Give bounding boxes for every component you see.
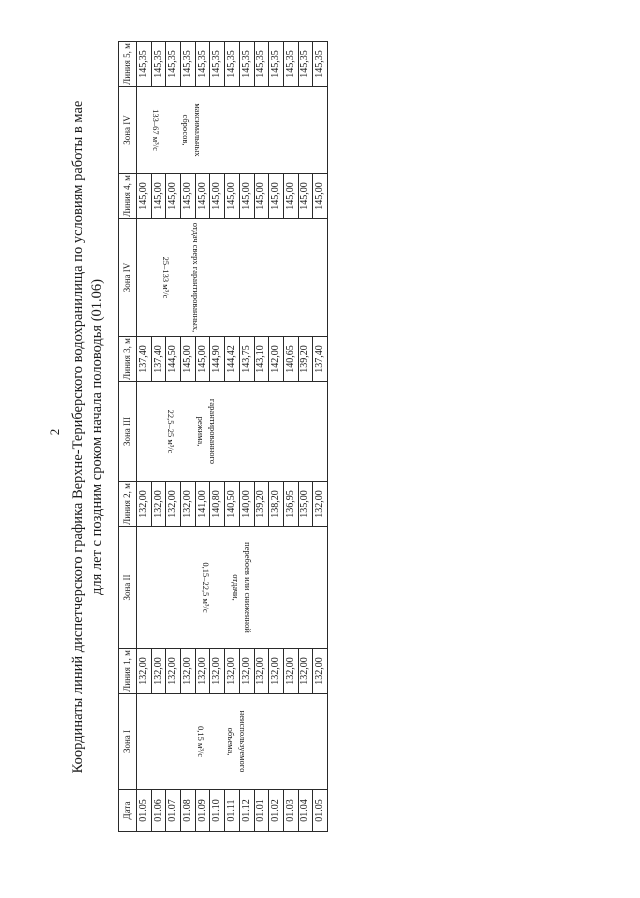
line-2-cell: 140,80	[210, 482, 225, 527]
line-3-cell: 142,00	[269, 337, 284, 382]
line-4-cell: 145,00	[313, 174, 328, 219]
date-cell: 01.03	[283, 790, 298, 832]
zone-5-text	[150, 89, 204, 171]
zone-2-text	[200, 529, 254, 646]
line-4-cell: 145,00	[269, 174, 284, 219]
line-3-cell: 137,40	[313, 337, 328, 382]
line-2-cell: 132,00	[166, 482, 181, 527]
line-1-cell: 132,00	[151, 649, 166, 694]
header-line-1: Линия 1, м	[119, 649, 137, 694]
dispatch-schedule-table	[118, 41, 328, 832]
header-zone-1: Зона I	[119, 694, 137, 790]
line-3-cell: 137,40	[137, 337, 152, 382]
line-3-cell: 144,50	[166, 337, 181, 382]
date-cell: 01.09	[195, 790, 210, 832]
line-2-cell: 132,00	[137, 482, 152, 527]
line-1-cell: 132,00	[137, 649, 152, 694]
page-number: 2	[47, 428, 62, 436]
line-1-cell: 132,00	[298, 649, 313, 694]
line-4-cell: 145,00	[181, 174, 196, 219]
line-2-cell: 135,00	[298, 482, 313, 527]
line-2-cell: 138,20	[269, 482, 284, 527]
line-1-cell: 132,00	[269, 649, 284, 694]
zone-flow-range: 0,15 м³/с	[196, 725, 206, 758]
zone-3-cell	[137, 382, 328, 482]
line-1-cell: 132,00	[283, 649, 298, 694]
line-5-cell: 145,35	[137, 42, 152, 87]
line-5-cell: 145,35	[195, 42, 210, 87]
zone-5-cell	[137, 87, 328, 174]
date-cell: 01.06	[151, 790, 166, 832]
date-cell: 01.10	[210, 790, 225, 832]
zone-description: максимальных сбросов,	[181, 103, 203, 157]
zone-flow-range: 0,15–22,5 м³/с	[201, 562, 211, 613]
title-line-2: для лет с поздним сроком начала половодья (01.06)	[89, 279, 105, 596]
header-zone-3: Зона III	[119, 382, 137, 482]
zone-description: отдач сверх гарантированных,	[191, 222, 201, 333]
line-2-cell: 132,00	[151, 482, 166, 527]
header-line-4: Линия 4, м	[119, 174, 137, 219]
date-cell: 01.11	[225, 790, 240, 832]
line-4-cell: 145,00	[239, 174, 254, 219]
line-5-cell: 145,35	[254, 42, 269, 87]
table-body	[137, 42, 328, 832]
line-1-cell: 132,00	[181, 649, 196, 694]
line-1-cell: 132,00	[239, 649, 254, 694]
header-zone-4: Зона IV	[119, 219, 137, 337]
line-5-cell: 145,35	[313, 42, 328, 87]
title-line-1: Координаты линий диспетчерского графика Верхне-Териберского водохранилища по условиям работы в мае	[70, 100, 86, 774]
line-1-cell: 132,00	[254, 649, 269, 694]
zone-4-cell	[137, 219, 328, 337]
line-5-cell: 145,35	[166, 42, 181, 87]
line-5-cell: 145,35	[225, 42, 240, 87]
zone-3-text	[165, 384, 219, 479]
header-line-5: Линия 5, м	[119, 42, 137, 87]
line-1-cell: 132,00	[313, 649, 328, 694]
line-5-cell: 145,35	[283, 42, 298, 87]
date-cell: 01.12	[239, 790, 254, 832]
line-4-cell: 145,00	[225, 174, 240, 219]
line-2-cell: 139,20	[254, 482, 269, 527]
line-2-cell: 140,00	[239, 482, 254, 527]
line-4-cell: 145,00	[166, 174, 181, 219]
date-cell: 01.08	[181, 790, 196, 832]
line-3-cell: 145,00	[195, 337, 210, 382]
line-3-cell: 145,00	[181, 337, 196, 382]
line-1-cell: 132,00	[225, 649, 240, 694]
document-title	[69, 42, 109, 832]
header-row	[119, 42, 137, 832]
line-5-cell: 145,35	[298, 42, 313, 87]
date-cell: 01.05	[137, 790, 152, 832]
line-3-cell: 143,75	[239, 337, 254, 382]
zone-1-cell	[137, 694, 328, 790]
date-cell: 01.04	[298, 790, 313, 832]
zone-1-text	[195, 696, 249, 787]
date-cell: 01.02	[269, 790, 284, 832]
date-cell: 01.05	[313, 790, 328, 832]
table-row	[137, 42, 152, 832]
zone-description: неиспользуемого объема,	[226, 710, 248, 773]
line-5-cell: 145,35	[239, 42, 254, 87]
line-4-cell: 145,00	[210, 174, 225, 219]
line-4-cell: 145,00	[254, 174, 269, 219]
line-4-cell: 145,00	[137, 174, 152, 219]
line-4-cell: 145,00	[283, 174, 298, 219]
header-line-3: Линия 3, м	[119, 337, 137, 382]
line-5-cell: 145,35	[151, 42, 166, 87]
line-2-cell: 141,00	[195, 482, 210, 527]
line-4-cell: 145,00	[298, 174, 313, 219]
line-3-cell: 140,65	[283, 337, 298, 382]
line-2-cell: 132,00	[181, 482, 196, 527]
zone-description: гарантированного режима,	[196, 398, 218, 465]
header-zone-5: Зона IV	[119, 87, 137, 174]
line-3-cell: 144,90	[210, 337, 225, 382]
line-3-cell: 144,42	[225, 337, 240, 382]
zone-4-text	[160, 221, 202, 334]
line-1-cell: 132,00	[195, 649, 210, 694]
zone-2-cell	[137, 527, 328, 649]
zone-description: перебоев или сниженной отдачи,	[231, 542, 253, 633]
header-date: Дата	[119, 790, 137, 832]
line-2-cell: 132,00	[313, 482, 328, 527]
line-2-cell: 140,50	[225, 482, 240, 527]
date-cell: 01.01	[254, 790, 269, 832]
line-5-cell: 145,35	[210, 42, 225, 87]
line-1-cell: 132,00	[166, 649, 181, 694]
zone-flow-range: 22,5–25 м³/с	[166, 409, 176, 454]
date-cell: 01.07	[166, 790, 181, 832]
line-4-cell: 145,00	[195, 174, 210, 219]
line-5-cell: 145,35	[181, 42, 196, 87]
line-4-cell: 145,00	[151, 174, 166, 219]
header-line-2: Линия 2, м	[119, 482, 137, 527]
line-5-cell: 145,35	[269, 42, 284, 87]
zone-flow-range: 25–133 м³/с	[161, 256, 171, 299]
line-3-cell: 137,40	[151, 337, 166, 382]
line-3-cell: 139,20	[298, 337, 313, 382]
line-2-cell: 136,95	[283, 482, 298, 527]
line-3-cell: 143,10	[254, 337, 269, 382]
line-1-cell: 132,00	[210, 649, 225, 694]
dispatch-schedule-table-wrap	[118, 42, 328, 832]
zone-flow-range: 133–67 м³/с	[151, 109, 161, 151]
header-zone-2: Зона II	[119, 527, 137, 649]
